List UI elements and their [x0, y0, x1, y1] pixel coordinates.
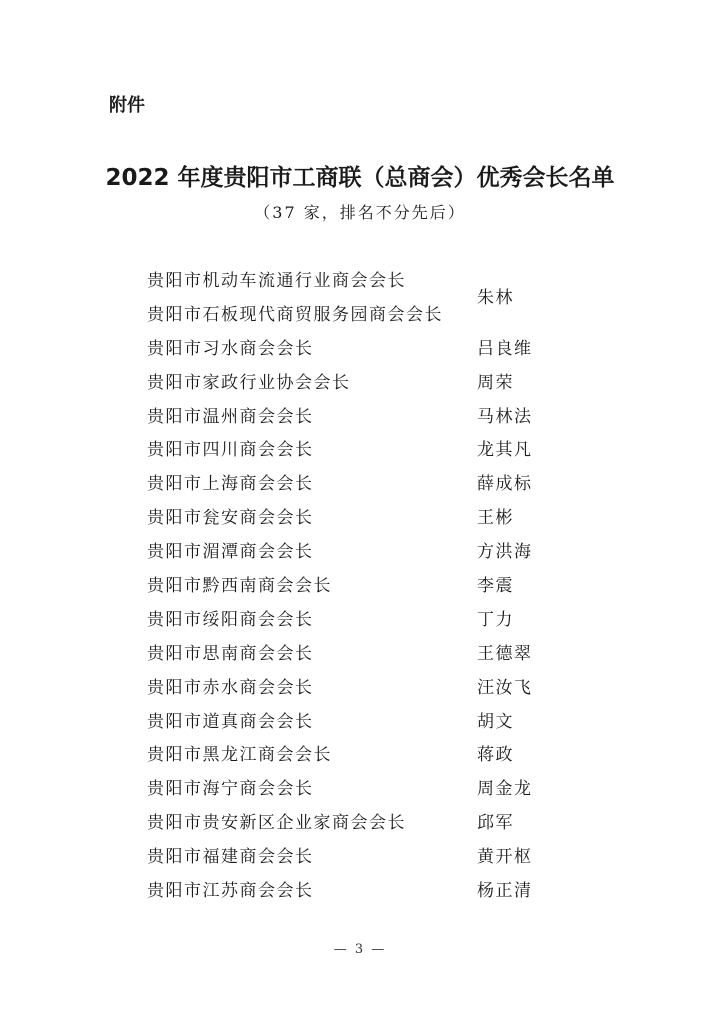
- organization-name: 贵阳市黔西南商会会长: [147, 576, 332, 597]
- president-name: 李震: [477, 576, 514, 597]
- organization-name: 贵阳市瓮安商会会长: [147, 508, 314, 529]
- president-name: 周金龙: [477, 779, 533, 800]
- list-item: [147, 604, 567, 638]
- document-subtitle: （37 家，排名不分先后）: [254, 203, 466, 222]
- list-item: [147, 638, 567, 672]
- list-item: [147, 672, 567, 706]
- page-number: — 3 —: [333, 942, 387, 957]
- organization-name: 贵阳市机动车流通行业商会会长: [147, 271, 406, 291]
- president-name: 王彬: [477, 508, 514, 529]
- list-item: [147, 468, 567, 502]
- organization-name: 贵阳市海宁商会会长: [147, 779, 314, 800]
- document-title: 2022 年度贵阳市工商联（总商会）优秀会长名单: [105, 165, 615, 191]
- list-item: [147, 807, 567, 841]
- organization-name: 贵阳市温州商会会长: [147, 406, 314, 427]
- organization-name: 贵阳市石板现代商贸服务园商会会长: [147, 304, 443, 325]
- president-name: 马林法: [477, 406, 533, 427]
- president-name: 黄开枢: [477, 847, 533, 868]
- list-item: [147, 333, 567, 367]
- list-item: [147, 706, 567, 740]
- president-list: [147, 265, 567, 909]
- president-name: 蒋政: [477, 745, 514, 766]
- president-name: 杨正清: [477, 881, 533, 902]
- attachment-label: 附件: [109, 95, 145, 116]
- organization-name: 贵阳市黑龙江商会会长: [147, 745, 332, 766]
- president-name: 丁力: [477, 609, 514, 630]
- list-item: [147, 367, 567, 401]
- list-item: [147, 773, 567, 807]
- list-item: [147, 570, 567, 604]
- president-name: 龙其凡: [477, 440, 533, 461]
- president-name: 方洪海: [477, 542, 533, 563]
- organization-name: 贵阳市江苏商会会长: [147, 881, 314, 902]
- list-item: [147, 434, 567, 468]
- president-name: 胡文: [477, 711, 514, 732]
- president-name: 邱军: [477, 813, 514, 834]
- organization-name: 贵阳市福建商会会长: [147, 847, 314, 868]
- organization-name: 贵阳市家政行业协会会长: [147, 372, 351, 393]
- list-item: [147, 536, 567, 570]
- list-item: [147, 502, 567, 536]
- president-name: 周荣: [477, 372, 514, 393]
- president-name: 汪汝飞: [477, 677, 533, 698]
- organization-name: 贵阳市贵安新区企业家商会会长: [147, 813, 406, 834]
- organization-name: 贵阳市绥阳商会会长: [147, 609, 314, 630]
- list-item: [147, 401, 567, 435]
- president-name: 薛成标: [477, 474, 533, 495]
- organization-name: 贵阳市道真商会会长: [147, 711, 314, 732]
- president-name: 吕良维: [477, 338, 533, 359]
- organization-name: 贵阳市习水商会会长: [147, 338, 314, 359]
- list-item: [147, 739, 567, 773]
- organization-name: 贵阳市赤水商会会长: [147, 677, 314, 698]
- organization-name: 贵阳市思南商会会长: [147, 643, 314, 664]
- president-name: 朱林: [477, 288, 514, 308]
- organization-name: 贵阳市湄潭商会会长: [147, 542, 314, 563]
- list-item: [147, 875, 567, 909]
- list-item: [147, 841, 567, 875]
- list-item: [147, 265, 567, 333]
- organization-name: 贵阳市四川商会会长: [147, 440, 314, 461]
- president-name: 王德翠: [477, 643, 533, 664]
- organization-name: 贵阳市上海商会会长: [147, 474, 314, 495]
